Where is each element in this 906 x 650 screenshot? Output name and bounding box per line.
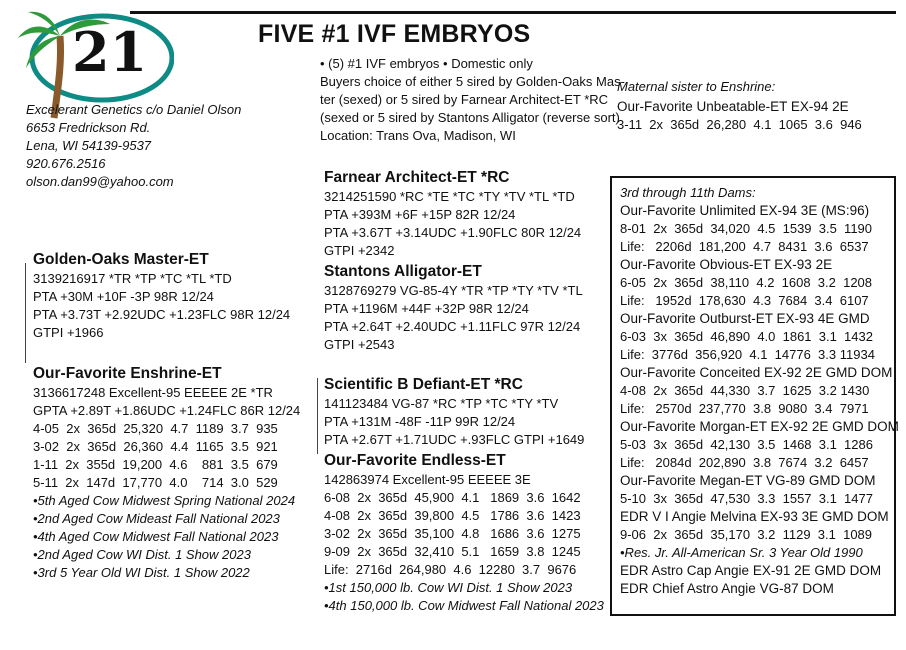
sire-line: PTA +2.64T +2.40UDC +1.11FLC 97R 12/24	[324, 319, 581, 334]
dam-name: Our-Favorite Outburst-ET EX-93 4E GMD	[620, 311, 870, 326]
honor-line: •4th 150,000 lb. Cow Midwest Fall National 2023	[324, 598, 604, 613]
dams-caption: 3rd through 11th Dams:	[620, 185, 756, 200]
production-record: 4-08 2x 365d 44,330 3.7 1625 3.2 1430	[620, 383, 870, 398]
section-bar	[317, 378, 318, 454]
production-record: 6-08 2x 365d 45,900 4.1 1869 3.6 1642	[324, 490, 581, 505]
sire-line: 3128769279 VG-85-4Y *TR *TP *TY *TV *TL	[324, 283, 583, 298]
sire-line: PTA +30M +10F -3P 98R 12/24	[33, 289, 214, 304]
sire-line: PTA +393M +6F +15P 82R 12/24	[324, 207, 516, 222]
dam-name: EDR Chief Astro Angie VG-87 DOM	[620, 581, 834, 596]
offer-line: • (5) #1 IVF embryos • Domestic only	[320, 56, 533, 71]
production-record: 4-08 2x 365d 39,800 4.5 1786 3.6 1423	[324, 508, 581, 523]
lifetime-record: Life: 2084d 202,890 3.8 7674 3.2 6457	[620, 455, 869, 470]
maternal-sister-caption: Maternal sister to Enshrine:	[617, 79, 776, 94]
production-record: 5-10 3x 365d 47,530 3.3 1557 3.1 1477	[620, 491, 873, 506]
section-bar	[25, 263, 26, 363]
dam-line: GPTA +2.89T +1.86UDC +1.24FLC 86R 12/24	[33, 403, 301, 418]
offer-line: Buyers choice of either 5 sired by Golden-Oaks Mas-	[320, 74, 625, 89]
seller-info	[26, 101, 241, 191]
dam-name: Our-Favorite Conceited EX-92 2E GMD DOM	[620, 365, 893, 380]
production-record: 6-03 3x 365d 46,890 4.0 1861 3.1 1432	[620, 329, 873, 344]
dam-line: 142863974 Excellent-95 EEEEE 3E	[324, 472, 531, 487]
dam-line: 3136617248 Excellent-95 EEEEE 2E *TR	[33, 385, 273, 400]
production-record: 5-11 2x 147d 17,770 4.0 714 3.0 529	[33, 475, 278, 490]
seller-phone: 920.676.2516	[26, 156, 106, 171]
dam-endless	[324, 451, 604, 615]
honor-line: •Res. Jr. All-American Sr. 3 Year Old 1990	[620, 545, 863, 560]
production-record: 5-03 3x 365d 42,130 3.5 1468 3.1 1286	[620, 437, 873, 452]
lifetime-record: Life: 3776d 356,920 4.1 14776 3.3 11934	[620, 347, 875, 362]
sire-line: 141123484 VG-87 *RC *TP *TC *TY *TV	[324, 396, 559, 411]
seller-name: Excelerant Genetics c/o Daniel Olson	[26, 102, 242, 117]
seller-street: 6653 Fredrickson Rd.	[26, 120, 151, 135]
dam-name: Our-Favorite Enshrine-ET	[33, 365, 222, 382]
production-record: 9-06 2x 365d 35,170 3.2 1129 3.1 1089	[620, 527, 873, 542]
sire-line: PTA +131M -48F -11P 99R 12/24	[324, 414, 516, 429]
offer-line: ter (sexed) or 5 sired by Farnear Architect-ET *RC	[320, 92, 609, 107]
maternal-sister	[617, 78, 862, 134]
production-record: 3-02 2x 365d 26,360 4.4 1165 3.5 921	[33, 439, 278, 454]
offer-line: Location: Trans Ova, Madison, WI	[320, 128, 516, 143]
production-record: 6-05 2x 365d 38,110 4.2 1608 3.2 1208	[620, 275, 873, 290]
dams-list	[620, 184, 899, 598]
dam-name: Our-Favorite Morgan-ET EX-92 2E GMD DOM	[620, 419, 899, 434]
honor-line: •2nd Aged Cow WI Dist. 1 Show 2023	[33, 547, 251, 562]
seller-email[interactable]: olson.dan99@yahoo.com	[26, 174, 174, 189]
sire-name: Scientific B Defiant-ET *RC	[324, 376, 523, 393]
sire-line: PTA +3.67T +3.14UDC +1.90FLC 80R 12/24	[324, 225, 582, 240]
sire-golden-oaks-master	[33, 250, 290, 342]
seller-city: Lena, WI 54139-9537	[26, 138, 152, 153]
sire-line: PTA +1196M +44F +32P 98R 12/24	[324, 301, 529, 316]
honor-line: •2nd Aged Cow Mideast Fall National 2023	[33, 511, 280, 526]
dam-name: Our-Favorite Unlimited EX-94 3E (MS:96)	[620, 203, 870, 218]
sire-line: PTA +2.67T +1.71UDC +.93FLC GTPI +1649	[324, 432, 585, 447]
page-title: FIVE #1 IVF EMBRYOS	[258, 20, 531, 48]
dam-name: EDR Astro Cap Angie EX-91 2E GMD DOM	[620, 563, 882, 578]
offer-line: (sexed or 5 sired by Stantons Alligator (reverse sort)	[320, 110, 620, 125]
offer-description	[320, 55, 625, 145]
sire-line: PTA +3.73T +2.92UDC +1.23FLC 98R 12/24	[33, 307, 291, 322]
lot-number: 21	[72, 20, 148, 84]
sire-line: 3139216917 *TR *TP *TC *TL *TD	[33, 271, 232, 286]
honor-line: •1st 150,000 lb. Cow WI Dist. 1 Show 2023	[324, 580, 573, 595]
production-record: 4-05 2x 365d 25,320 4.7 1189 3.7 935	[33, 421, 278, 436]
sire-scientific-defiant	[324, 375, 584, 449]
sire-stantons-alligator	[324, 262, 583, 354]
sire-line: GTPI +2342	[324, 243, 395, 258]
dam-enshrine	[33, 364, 300, 582]
honor-line: •4th Aged Cow Midwest Fall National 2023	[33, 529, 279, 544]
dam-name: Our-Favorite Endless-ET	[324, 452, 506, 469]
honor-line: •3rd 5 Year Old WI Dist. 1 Show 2022	[33, 565, 250, 580]
dam-name: Our-Favorite Megan-ET VG-89 GMD DOM	[620, 473, 876, 488]
dam-name: EDR V I Angie Melvina EX-93 3E GMD DOM	[620, 509, 889, 524]
maternal-sister-name: Our-Favorite Unbeatable-ET EX-94 2E	[617, 99, 849, 114]
dam-name: Our-Favorite Obvious-ET EX-93 2E	[620, 257, 833, 272]
top-rule	[130, 11, 896, 14]
sire-line: 3214251590 *RC *TE *TC *TY *TV *TL *TD	[324, 189, 575, 204]
production-record: 8-01 2x 365d 34,020 4.5 1539 3.5 1190	[620, 221, 873, 236]
lifetime-record: Life: 2716d 264,980 4.6 12280 3.7 9676	[324, 562, 577, 577]
honor-line: •5th Aged Cow Midwest Spring National 2024	[33, 493, 296, 508]
lifetime-record: Life: 2206d 181,200 4.7 8431 3.6 6537	[620, 239, 869, 254]
lifetime-record: Life: 1952d 178,630 4.3 7684 3.4 6107	[620, 293, 869, 308]
production-record: 3-02 2x 365d 35,100 4.8 1686 3.6 1275	[324, 526, 581, 541]
sire-line: GTPI +1966	[33, 325, 104, 340]
lifetime-record: Life: 2570d 237,770 3.8 9080 3.4 7971	[620, 401, 869, 416]
production-record: 9-09 2x 365d 32,410 5.1 1659 3.8 1245	[324, 544, 581, 559]
sire-name: Stantons Alligator-ET	[324, 263, 482, 280]
production-record: 1-11 2x 355d 19,200 4.6 881 3.5 679	[33, 457, 278, 472]
maternal-sister-record: 3-11 2x 365d 26,280 4.1 1065 3.6 946	[617, 117, 862, 132]
sire-name: Farnear Architect-ET *RC	[324, 169, 510, 186]
sire-line: GTPI +2543	[324, 337, 395, 352]
sire-name: Golden-Oaks Master-ET	[33, 251, 209, 268]
sire-farnear-architect	[324, 168, 581, 260]
